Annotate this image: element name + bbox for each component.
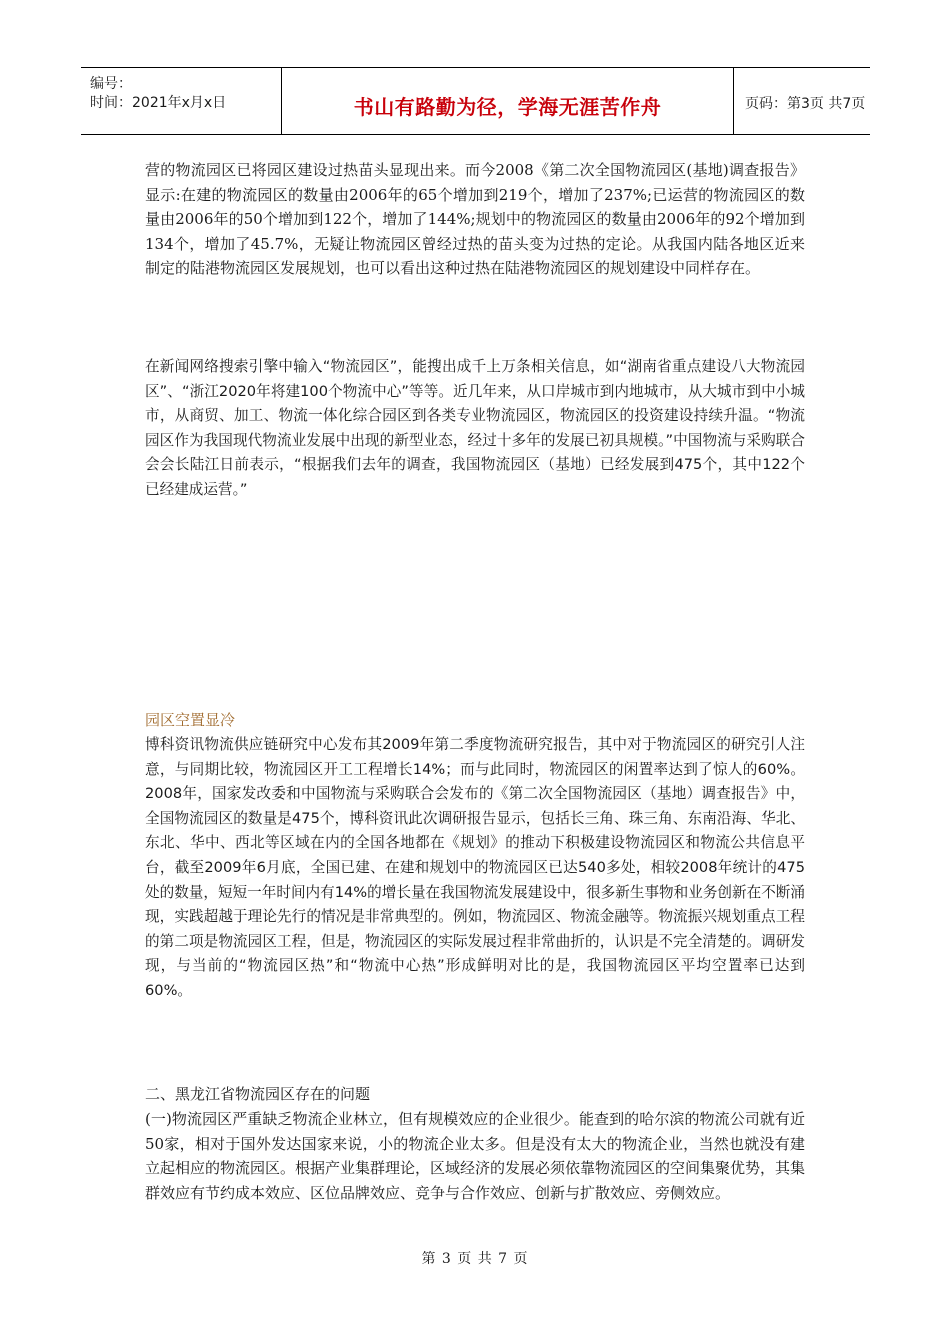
header-left-cell	[81, 68, 282, 134]
document-header	[81, 67, 870, 135]
paragraph-1: 营的物流园区已将园区建设过热苗头显现出来。而今2008《第二次全国物流园区(基地)调查报告》显示:在建的物流园区的数量由2006年的65个增加到219个，增加了237%;已运营的物流园区的数量由2006年的50个增加到122个，增加了144%;规划中的物流园区的数量由2006年的92个增加到134个，增加了45.7%，无疑让物流园区曾经过热的苗头变为过热的定论。从我国内陆各地区近来制定的陆港物流园区发展规划，也可以看出这种过热在陆港物流园区的规划建设中同样存在。	[145, 161, 805, 277]
paragraph-4: (一)物流园区严重缺乏物流企业林立，但有规模效应的企业很少。能查到的哈尔滨的物流公司就有近50家，相对于国外发达国家来说，小的物流企业太多。但是没有太大的物流企业，当然也就没有建立起相应的物流园区。根据产业集群理论，区域经济的发展必须依靠物流园区的空间集聚优势，其集群效应有节约成本效应、区位品牌效应、竞争与合作效应、创新与扩散效应、旁侧效应。	[145, 1110, 806, 1202]
doc-number-label: 编号：	[90, 76, 132, 92]
header-right-cell	[734, 68, 870, 134]
section2-title: 二、黑龙江省物流园区存在的问题	[145, 1085, 371, 1103]
header-motto: 书山有路勤为径，学海无涯苦作舟	[353, 95, 662, 119]
header-page-info: 页码：第3页 共7页	[745, 96, 866, 112]
doc-date-label: 时间：2021年x月x日	[90, 95, 227, 111]
header-middle-cell	[282, 68, 734, 134]
paragraph-3: 博科资讯物流供应链研究中心发布其2009年第二季度物流研究报告，其中对于物流园区的研究引人注意，与同期比较，物流园区开工工程增长14%；而与此同时，物流园区的闲置率达到了惊人的60%。2008年，国家发改委和中国物流与采购联合会发布的《第二次全国物流园区（基地）调查报告》中，全国物流园区的数量是475个，博科资讯此次调研报告显示，包括长三角、珠三角、东南沿海、华北、东北、华中、西北等区域在内的全国各地都在《规划》的推动下积极建设物流园区和物流公共信息平台，截至2009年6月底，全国已建、在建和规划中的物流园区已达540多处，相较2008年统计的475处的数量，短短一年时间内有14%的增长量在我国物流发展建设中，很多新生事物和业务创新在不断涌现，实践超越于理论先行的情况是非常典型的。例如，物流园区、物流金融等。物流振兴规划重点工程的第二项是物流园区工程，但是，物流园区的实际发展过程非常曲折的，认识是不完全清楚的。调研发现，与当前的“物流园区热”和“物流中心热”形成鲜明对比的是，我国物流园区平均空置率已达到60%。	[145, 736, 805, 999]
paragraph-2: 在新闻网络搜索引擎中输入“物流园区”，能搜出成千上万条相关信息，如“湖南省重点建设八大物流园区”、“浙江2020年将建100个物流中心”等等。近几年来，从口岸城市到内地城市，从大城市到中小城市，从商贸、加工、物流一体化综合园区到各类专业物流园区，物流园区的投资建设持续升温。“物流园区作为我国现代物流业发展中出现的新型业态，经过十多年的发展已初具规模。”中国物流与采购联合会会长陆江日前表示，“根据我们去年的调查，我国物流园区（基地）已经发展到475个，其中122个已经建成运营。”	[145, 358, 805, 498]
page-footer: 第 3 页 共 7 页	[421, 1251, 529, 1267]
section-title: 园区空置显冷	[145, 711, 236, 729]
